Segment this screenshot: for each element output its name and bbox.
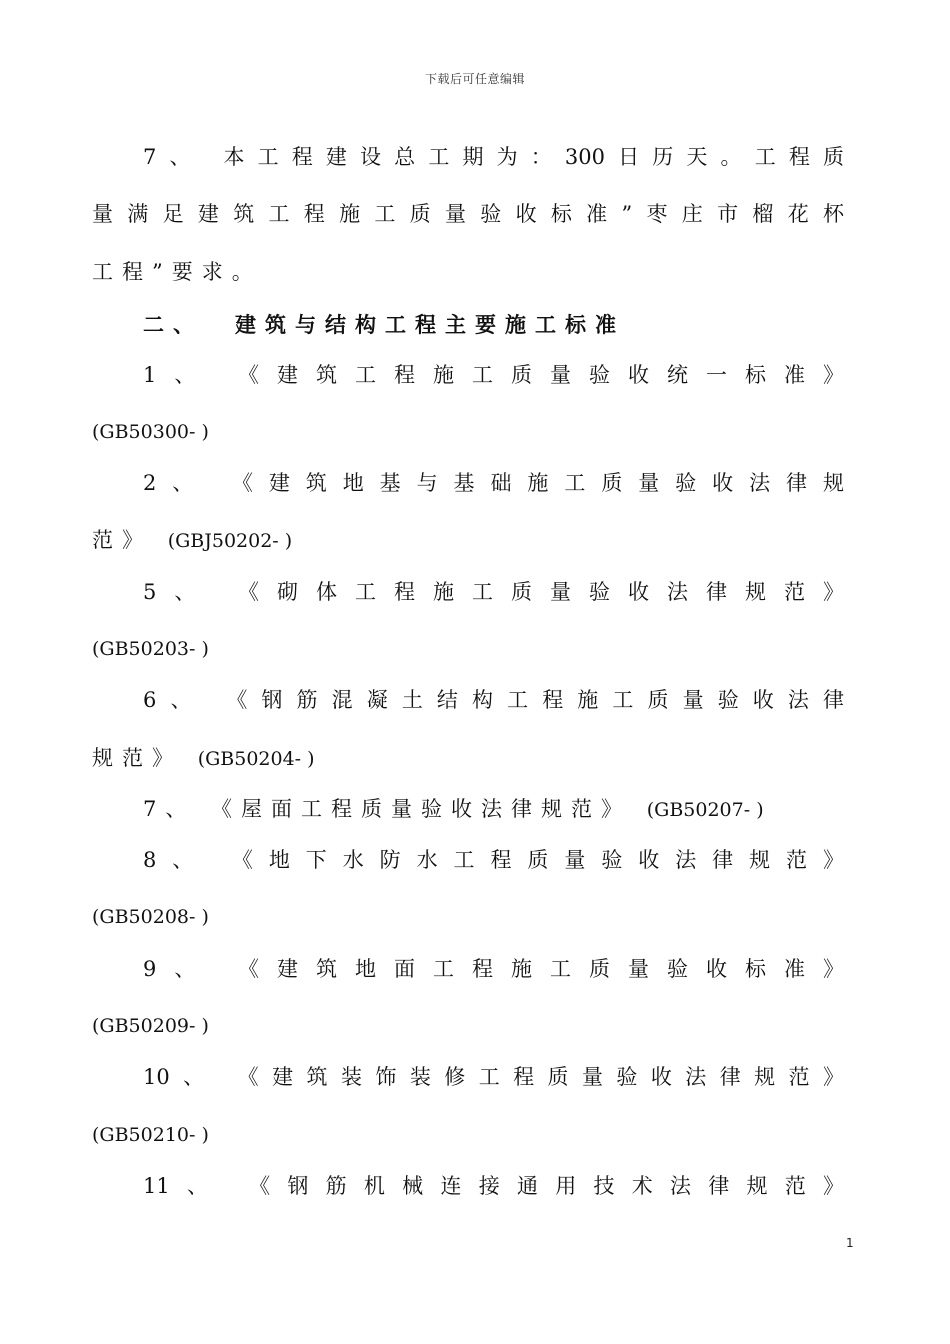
item-9-line-2: (GB50209- ) (92, 1015, 209, 1037)
item-8-line-2: (GB50208- ) (92, 906, 209, 928)
item-5-line-1: 5、 《砌体工程施工质量验收法律规范》 (143, 580, 844, 604)
item-11-line-1: 11、 《钢筋机械连接通用技术法律规范》 (143, 1174, 844, 1198)
item-2-title-end: 范》 (92, 528, 152, 552)
item-10-line-2: (GB50210- ) (92, 1124, 209, 1146)
page-number: 1 (846, 1236, 854, 1250)
item-2-line-1: 2、 《建筑地基与基础施工质量验收法律规 (143, 471, 844, 495)
section-heading-number: 二、 (143, 313, 203, 337)
paragraph-7-line-2: 量满足建筑工程施工质量验收标准”枣庄市榴花杯 (92, 202, 844, 226)
paragraph-7-line-3: 工程”要求。 (92, 260, 262, 284)
paragraph-7-line-1: 7、 本工程建设总工期为：300日历天。工程质 (143, 145, 844, 169)
item-8-line-1: 8、 《地下水防水工程质量验收法律规范》 (143, 848, 844, 872)
item-1-line-2: (GB50300- ) (92, 421, 209, 443)
item-6-line-1: 6、 《钢筋混凝土结构工程施工质量验收法律 (143, 688, 844, 712)
item-2-line-2 (92, 520, 844, 560)
item-10-line-1: 10、 《建筑装饰装修工程质量验收法律规范》 (143, 1065, 844, 1089)
item-6-line-2 (92, 738, 844, 778)
item-2-standard-code: (GBJ50202- ) (167, 530, 293, 552)
item-1-line-1: 1、 《建筑工程施工质量验收统一标准》 (143, 363, 844, 387)
page-header: 下载后可任意编辑 (424, 72, 525, 86)
section-heading-text: 建筑与结构工程主要施工标准 (235, 313, 625, 337)
item-7-standard-code: (GB50207- ) (646, 799, 764, 821)
item-5-line-2: (GB50203- ) (92, 638, 209, 660)
section-heading (143, 305, 844, 345)
item-6-standard-code: (GB50204- ) (197, 748, 315, 770)
item-9-line-1: 9、 《建筑地面工程施工质量验收标准》 (143, 957, 844, 981)
item-7-title: 7、 《屋面工程质量验收法律规范》 (143, 797, 632, 821)
item-6-title-end: 规范》 (92, 746, 182, 770)
item-7-line (143, 789, 844, 829)
